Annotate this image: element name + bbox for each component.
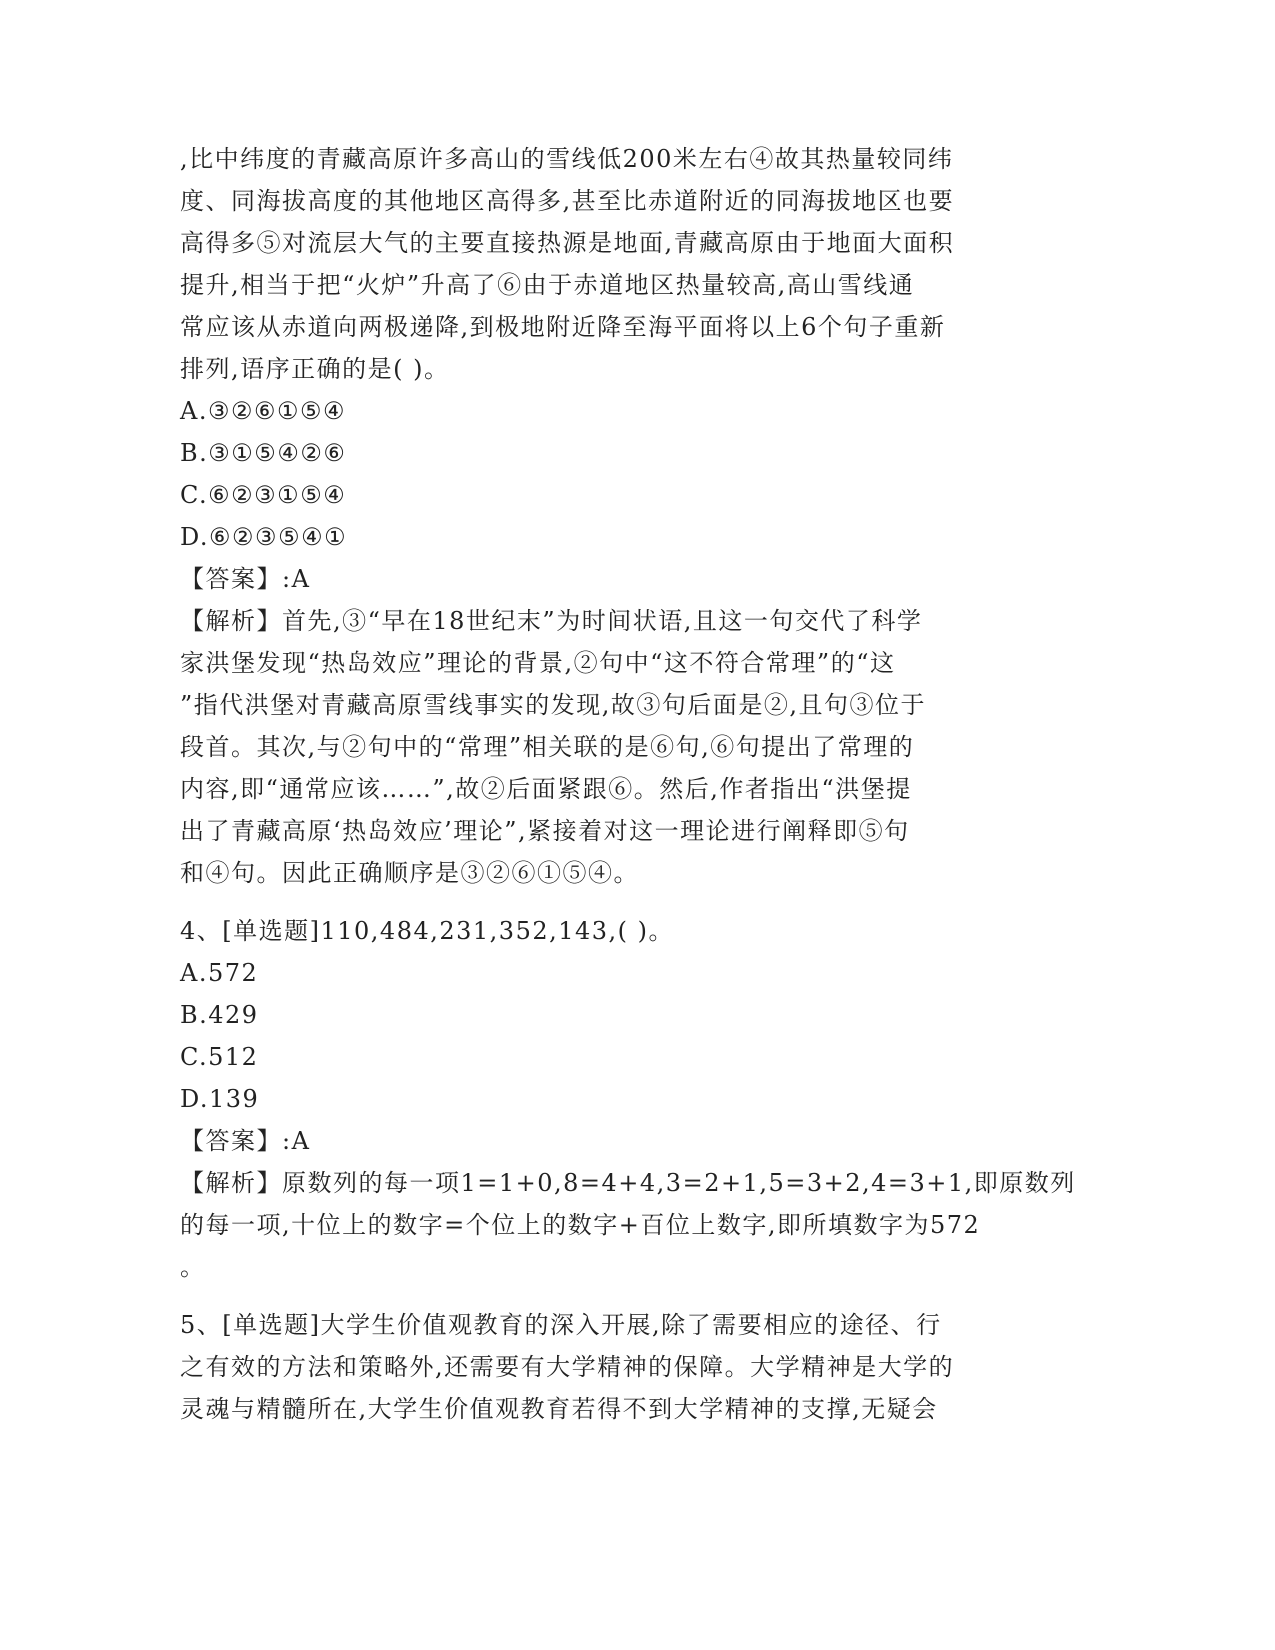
- question-stem: 4、[单选题]110,484,231,352,143,( )。: [180, 917, 675, 945]
- analysis-line: 。: [180, 1253, 206, 1281]
- option-c: C.⑥②③①⑤④: [180, 481, 347, 509]
- analysis-line: 家洪堡发现“热岛效应”理论的背景,②句中“这不符合常理”的“这: [180, 649, 896, 677]
- analysis-line: 【解析】原数列的每一项1=1+0,8=4+4,3=2+1,5=3+2,4=3+1,即原数列: [180, 1169, 1076, 1197]
- stem-line: 常应该从赤道向两极递降,到极地附近降至海平面将以上6个句子重新: [180, 313, 946, 341]
- question-3: [180, 138, 1060, 894]
- stem-line: 排列,语序正确的是( )。: [180, 355, 450, 383]
- question-4: [180, 910, 1076, 1288]
- option-b: B.③①⑤④②⑥: [180, 439, 347, 467]
- analysis-line: 【解析】首先,③“早在18世纪末”为时间状语,且这一句交代了科学: [180, 607, 923, 635]
- option-b: B.429: [180, 1001, 259, 1029]
- analysis-line: 内容,即“通常应该……”,故②后面紧跟⑥。然后,作者指出“洪堡提: [180, 775, 912, 803]
- stem-line: 之有效的方法和策略外,还需要有大学精神的保障。大学精神是大学的: [180, 1353, 955, 1381]
- stem-line: 高得多⑤对流层大气的主要直接热源是地面,青藏高原由于地面大面积: [180, 229, 955, 257]
- stem-line: 5、[单选题]大学生价值观教育的深入开展,除了需要相应的途径、行: [180, 1311, 942, 1339]
- spacer: [180, 1288, 1060, 1304]
- option-a: A.③②⑥①⑤④: [180, 397, 347, 425]
- question-5: [180, 1304, 1060, 1430]
- stem-line: 度、同海拔高度的其他地区高得多,甚至比赤道附近的同海拔地区也要: [180, 187, 955, 215]
- analysis-line: 段首。其次,与②句中的“常理”相关联的是⑥句,⑥句提出了常理的: [180, 733, 915, 761]
- document-page: [180, 138, 1076, 1430]
- analysis-line: 出了青藏高原‘热岛效应’理论”,紧接着对这一理论进行阐释即⑤句: [180, 817, 910, 845]
- option-a: A.572: [180, 959, 259, 987]
- option-d: D.⑥②③⑤④①: [180, 523, 348, 551]
- answer: 【答案】:A: [180, 565, 311, 593]
- spacer: [180, 894, 1060, 910]
- analysis-line: 和④句。因此正确顺序是③②⑥①⑤④。: [180, 859, 639, 887]
- answer: 【答案】:A: [180, 1127, 311, 1155]
- analysis-line: ”指代洪堡对青藏高原雪线事实的发现,故③句后面是②,且句③位于: [180, 691, 927, 719]
- analysis-line: 的每一项,十位上的数字=个位上的数字+百位上数字,即所填数字为572: [180, 1211, 981, 1239]
- option-c: C.512: [180, 1043, 259, 1071]
- option-d: D.139: [180, 1085, 260, 1113]
- stem-line: ,比中纬度的青藏高原许多高山的雪线低200米左右④故其热量较同纬: [180, 145, 954, 173]
- stem-line: 灵魂与精髓所在,大学生价值观教育若得不到大学精神的支撑,无疑会: [180, 1395, 938, 1423]
- stem-line: 提升,相当于把“火炉”升高了⑥由于赤道地区热量较高,高山雪线通: [180, 271, 915, 299]
